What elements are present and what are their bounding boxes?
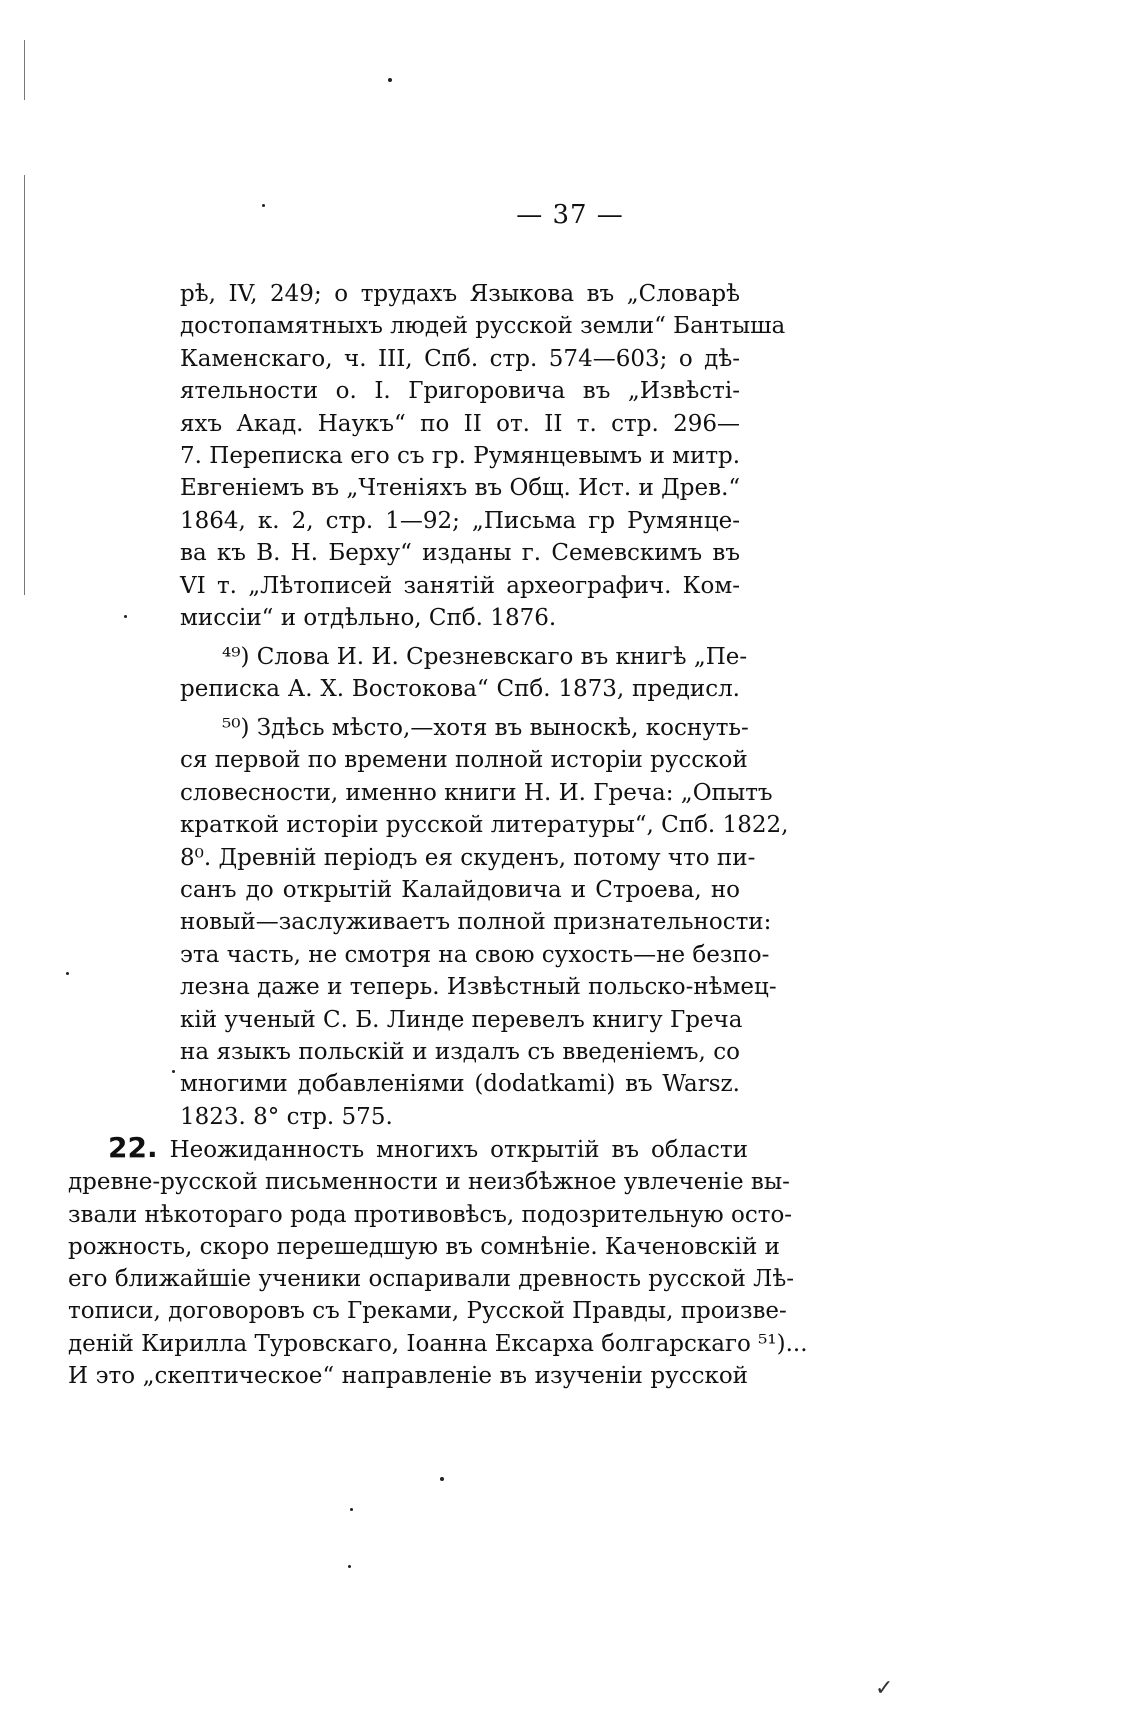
footnote-line: ⁴⁹) Слова И. И. Срезневскаго въ книгѣ „Пе-	[222, 644, 748, 670]
footnote-line: 8⁰. Древнiй перiодъ ея скуденъ, потому что пи-	[180, 844, 756, 871]
body-line: древне-русской письменности и неизбѣжное увлеченiе вы-	[68, 1169, 790, 1196]
scan-edge-line	[24, 40, 25, 100]
footnote-line: многими добавленiями (dodatkami) въ Warsz.	[180, 1071, 740, 1098]
body-line: И это „скептическое“ направленiе въ изученiи русской	[68, 1363, 748, 1390]
footnote-line: на языкъ польскiй и издалъ съ введенiемъ, со	[180, 1039, 740, 1066]
footnote-line: рѣ, IV, 249; о трудахъ Языкова въ „Словарѣ	[180, 281, 740, 307]
body-line: его ближайшiе ученики оспаривали древность русской Лѣ-	[68, 1266, 795, 1293]
footnote-line: лезна даже и теперь. Извѣстный польско-нѣмец-	[180, 974, 777, 1001]
footnote-line: ⁵⁰) Здѣсь мѣсто,—хотя въ выноскѣ, коснуть-	[222, 715, 749, 741]
footnote-line: новый—заслуживаетъ полной признательности:	[180, 909, 772, 936]
body-line: денiй Кирилла Туровскаго, Iоанна Ексарха болгарскаго ⁵¹)...	[68, 1330, 808, 1357]
footnote-line: 1823. 8° стр. 575.	[180, 1103, 393, 1130]
scan-speck	[348, 1565, 351, 1568]
page-number: — 37 —	[516, 200, 624, 230]
footnote-line: достопамятныхъ людей русской земли“ Бантыша	[180, 313, 786, 340]
footnote-line: VI т. „Лѣтописей занятiй археографич. Ком-	[180, 572, 740, 599]
footnote-49	[180, 641, 748, 706]
footnote-continuation	[180, 278, 786, 634]
footnote-line: Евгенiемъ въ „Чтенiяхъ въ Общ. Ист. и Древ.“	[180, 475, 741, 502]
scan-speck	[388, 78, 392, 82]
section-first-line	[68, 1132, 748, 1166]
footnote-line: Каменскаго, ч. III, Спб. стр. 574—603; о дѣ-	[180, 345, 740, 372]
scan-speck	[124, 615, 127, 618]
body-line: тописи, договоровъ съ Греками, Русской Правды, произве-	[68, 1298, 787, 1325]
body-line: рожность, скоро перешедшую въ сомнѣнiе. Каченовскiй и	[68, 1233, 780, 1260]
footnote-line: ся первой по времени полной исторiи русской	[180, 747, 748, 774]
footnote-line: краткой исторiи русской литературы“, Спб. 1822,	[180, 812, 789, 839]
body-line: звали нѣкотораго рода противовѣсъ, подозрительную осто-	[68, 1201, 793, 1228]
footnote-line: эта часть, не смотря на свою сухость—не безпо-	[180, 941, 770, 968]
scan-edge-line	[24, 175, 25, 595]
footnote-line: реписка А. Х. Востокова“ Спб. 1873, предисл.	[180, 676, 740, 703]
footnote-line: миссiи“ и отдѣльно, Спб. 1876.	[180, 605, 557, 632]
footnote-line: 1864, к. 2, стр. 1—92; „Письма гр Румянце-	[180, 507, 740, 534]
scan-speck	[172, 1070, 175, 1073]
scan-speck	[66, 972, 69, 975]
footnote-line: словесности, именно книги Н. И. Греча: „Опытъ	[180, 779, 773, 806]
section-number: 22.	[108, 1131, 158, 1164]
margin-pencil-mark: ✓	[875, 1676, 894, 1701]
section-first-line-text: Неожиданность многихъ открытiй въ области	[169, 1137, 748, 1163]
scan-speck	[440, 1477, 444, 1481]
section-22	[68, 1131, 808, 1392]
footnote-line: ва къ В. Н. Берху“ изданы г. Семевскимъ въ	[180, 540, 740, 567]
footnote-line: ятельности о. I. Григоровича въ „Извѣстi-	[180, 378, 740, 405]
footnote-50	[180, 712, 789, 1133]
footnote-line: санъ до открытiй Калайдовича и Строева, но	[180, 877, 740, 904]
footnote-line: яхъ Акад. Наукъ“ по II от. II т. стр. 296—	[180, 410, 740, 437]
scan-speck	[350, 1508, 353, 1511]
footnote-line: кiй ученый С. Б. Линде перевелъ книгу Греча	[180, 1006, 743, 1033]
footnote-line: 7. Переписка его съ гр. Румянцевымъ и митр.	[180, 443, 741, 470]
